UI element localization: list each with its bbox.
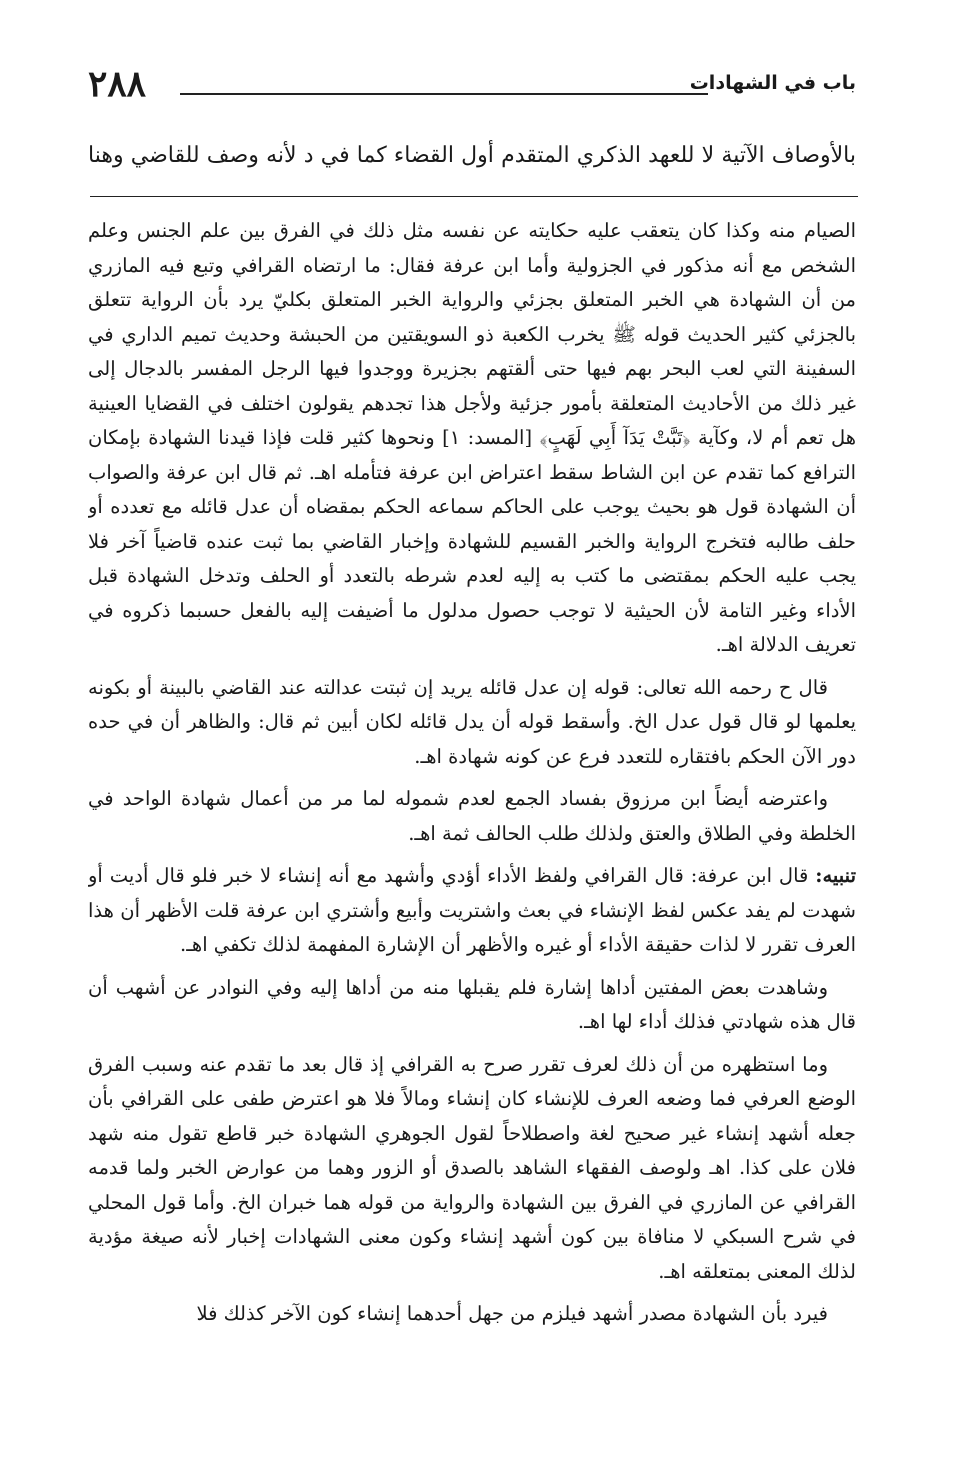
paragraph-lead: تنبيه: xyxy=(815,864,856,887)
paragraph-text: وما استظهره من أن ذلك لعرف تقرر صرح به القرافي إذ قال بعد ما تقدم عنه وسبب الفرق الوضع العرفي فما وضعه العرف للإنشاء كان إنشاء ومالاً فلا هو اعترض طفى على القرافي بأن جعله أشهد إنشاء غير صحيح لغة واصطلاحاً لقول الجوهري الشهادة خبر قاطع تقول منه شهد فلان على كذا. اهـ ولوصف الفقهاء الشاهد بالصدق أو الزور وهما من عوارض الخبر ولما قدمه القرافي عن المازري في الفرق بين الشهادة والرواية من قوله هما خبران الخ. وأما قول المحلي في شرح السبكي لا منافاة بين كون أشهد إنشاء وكون معنى الشهادات إخبار لأنه صيغة مؤدية لذلك المعنى بمتعلقه اهـ. xyxy=(88,1052,856,1283)
paragraph-text: قال ابن عرفة: قال القرافي ولفظ الأداء أؤدي وأشهد مع أنه إنشاء لا خبر فلو قال أديت أو شهدت لم يفد عكس لفظ الإنشاء في بعث واشتريت وأبيع وأشتري ابن عرفة قلت الأظهر أن هذا العرف تقرر لا لذات حقيقة الأداء أو غيره والأظهر أن الإشارة المفهمة لذلك تكفي اهـ. xyxy=(88,864,856,956)
paragraph xyxy=(88,971,856,1040)
paragraph-text: قال ح رحمه الله تعالى: قوله إن عدل قائله يريد إن ثبتت عدالته عند القاضي بالبينة أو بكونه يعلمها لو قال قول عدل الخ. وأسقط قوله أن يدل قائله لكان أبين ثم قال: والظاهر أن في حده دور الآن الحكم بافتقاره للتعدد فرع عن كونه شهادة اهـ. xyxy=(88,675,856,768)
paragraph xyxy=(88,1297,856,1332)
page-number: ٢٨٨ xyxy=(88,63,147,105)
header-rule xyxy=(180,93,708,95)
paragraph-text: فيرد بأن الشهادة مصدر أشهد فيلزم من جهل أحدهما إنشاء كون الآخر كذلك فلا xyxy=(196,1302,828,1325)
separator-rule xyxy=(90,196,858,197)
paragraph xyxy=(88,1048,856,1290)
chapter-title: باب في الشهادات xyxy=(689,72,856,94)
paragraph xyxy=(88,859,856,963)
paragraph xyxy=(88,671,856,775)
paragraph-text: واعترضه أيضاً ابن مرزوق بفساد الجمع لعدم شموله لما مر من أعمال شهادة الواحد في الخلطة وفي الطلاق والعتق ولذلك طلب الحالف ثمة اهـ. xyxy=(88,787,856,845)
top-text-line: بالأوصاف الآتية لا للعهد الذكري المتقدم أول القضاء كما في د لأنه وصف للقاضي وهنا xyxy=(88,143,856,168)
paragraph-text: الصيام منه وكذا كان يتعقب عليه حكايته عن نفسه مثل ذلك في الفرق بين علم الجنس وعلم الشخص مع أنه مذكور في الجزولية وأما ابن عرفة فقال: ما ارتضاه القرافي وتبع فيه المازري من أن الشهادة هي الخبر المتعلق بجزئي والرواية الخبر المتعلق بكليّ يرد بأن الرواية تتعلق بالجزئي كثير الحديث قوله ﷺ يخرب الكعبة ذو السويقتين من الحبشة وحديث تميم الداري في السفينة التي لعب البحر بهم فيها حتى ألقتهم بجزيرة ووجدوا فيها الرجل المفسر بالدجال إلى غير ذلك من الأحاديث المتعلقة بأمور جزئية ولأجل هذا تجدهم يقولون اختلف في القضايا العينية هل تعم أم لا، وكآية ﴿تَبَّتْ يَدَآ أَبِي لَهَبٍ﴾ [المسد: ١] ونحوها كثير قلت فإذا قيدنا الشهادة بإمكان الترافع كما تقدم عن ابن الشاط سقط اعتراض ابن عرفة فتأمله اهـ. ثم قال ابن عرفة والصواب أن الشهادة قول هو بحيث يوجب على الحاكم سماعه الحكم بمقضاه أن عدل قائله مع تعدده أو حلف طالبه فتخرج الرواية والخبر القسيم للشهادة وإخبار القاضي بما ثبت عنده قاضياً آخر فلا يجب عليه الحكم بمقتضى ما كتب به إليه لعدم شرطه بالتعدد أو الحلف وتدخل الشهادة قبل الأداء وغير التامة لأن الحيثية لا توجب حصول مدلول ما أضيفت إليه بالفعل حسبما ذكروه في تعريف الدلالة اهـ. xyxy=(88,219,856,656)
paragraph xyxy=(88,782,856,851)
commentary-body xyxy=(88,214,856,1388)
paragraph-text: وشاهدت بعض المفتين أداها إشارة فلم يقبلها منه من أداها إليه وفي النوادر عن أشهب أن قال هذه شهادتي فذلك أداء لها اهـ. xyxy=(88,975,856,1033)
page-header xyxy=(88,62,856,112)
paragraph xyxy=(88,214,856,663)
